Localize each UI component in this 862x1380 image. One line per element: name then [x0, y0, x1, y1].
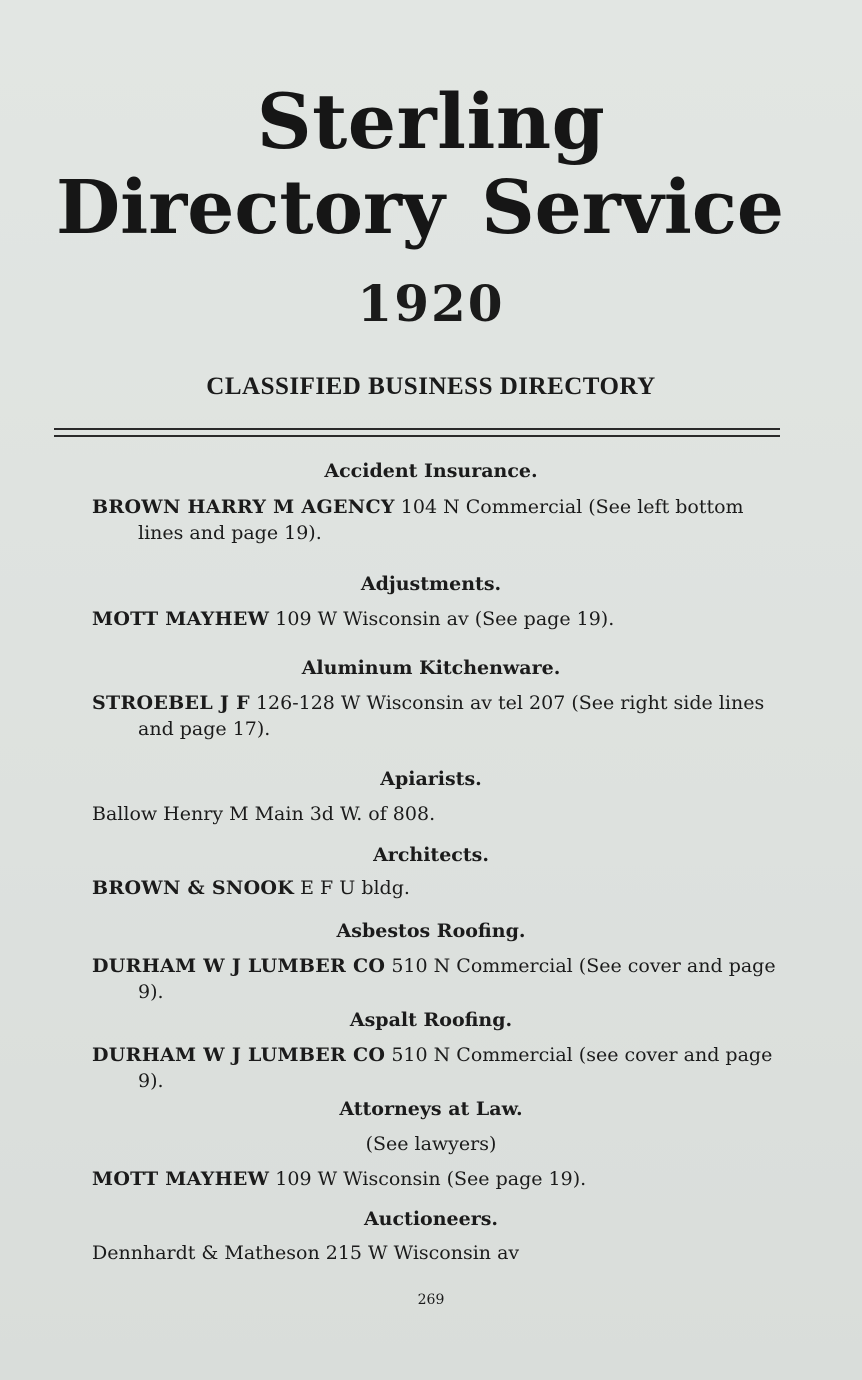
list-item — [92, 606, 794, 632]
section-heading: Accident Insurance. — [324, 460, 538, 482]
section-heading: Aluminum Kitchenware. — [301, 657, 561, 679]
entry-text: 109 W Wisconsin av (See page 19). — [269, 608, 615, 630]
section-heading: Attorneys at Law. — [339, 1098, 523, 1120]
entry-name: DURHAM W J LUMBER CO — [92, 1044, 386, 1066]
entry-name: MOTT MAYHEW — [92, 608, 270, 630]
list-item — [92, 690, 794, 742]
entry-text: 126-128 W Wisconsin av tel 207 (See right side lines and page 17). — [138, 692, 765, 740]
entry-name: BROWN & SNOOK — [92, 877, 295, 899]
list-item — [92, 1166, 794, 1192]
entry-text: 510 N Commercial (See cover and page 9). — [138, 955, 776, 1003]
year: 1920 — [357, 274, 505, 333]
entry-name: BROWN HARRY M AGENCY — [92, 496, 395, 518]
title-word-directory: Directory — [56, 165, 445, 251]
entry-name: DURHAM W J LUMBER CO — [92, 955, 386, 977]
subtitle: CLASSIFIED BUSINESS DIRECTORY — [206, 373, 656, 400]
see-also-note: (See lawyers) — [365, 1133, 497, 1155]
entry-text: E F U bldg. — [294, 877, 410, 899]
section-heading: Aspalt Roofing. — [349, 1009, 513, 1031]
entry-name: MOTT MAYHEW — [92, 1168, 270, 1190]
section-heading: Apiarists. — [380, 768, 482, 790]
section-heading: Adjustments. — [360, 573, 502, 595]
list-item — [92, 1240, 794, 1266]
list-item — [92, 1042, 794, 1094]
section-heading: Auctioneers. — [363, 1208, 499, 1230]
list-item — [92, 953, 794, 1005]
page-number: 269 — [417, 1292, 445, 1308]
section-heading: Architects. — [373, 844, 489, 866]
entry-text: Dennhardt & Matheson 215 W Wisconsin av — [92, 1242, 520, 1264]
entry-text: 109 W Wisconsin (See page 19). — [269, 1168, 587, 1190]
entry-name: STROEBEL J F — [92, 692, 250, 714]
list-item — [92, 494, 794, 546]
entry-text: 510 N Commercial (see cover and page 9). — [138, 1044, 773, 1092]
list-item — [92, 875, 794, 901]
title-word-service: Service — [481, 165, 784, 251]
entry-text: 104 N Commercial (See left bottom lines and page 19). — [138, 496, 744, 544]
entry-text: Ballow Henry M Main 3d W. of 808. — [92, 803, 436, 825]
title-sterling: Sterling — [256, 77, 606, 166]
section-heading: Asbestos Roofing. — [336, 920, 526, 942]
list-item — [92, 801, 794, 827]
